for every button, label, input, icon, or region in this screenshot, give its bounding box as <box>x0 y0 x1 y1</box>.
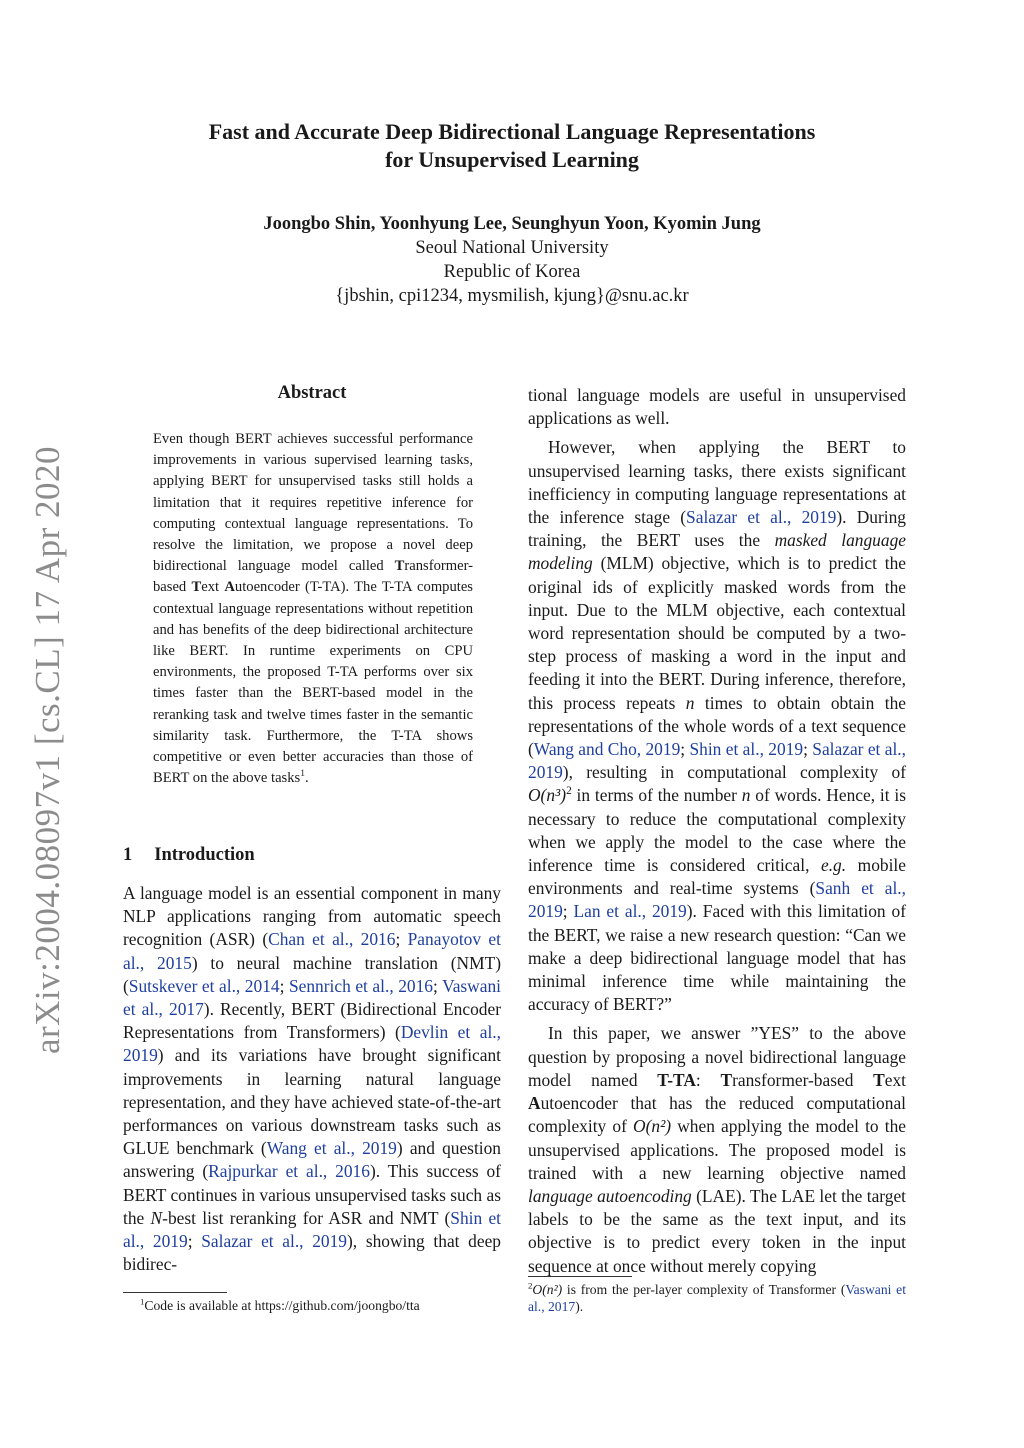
author-names: Joongbo Shin, Yoonhyung Lee, Seunghyun Yoon, Kyomin Jung <box>263 214 761 234</box>
citation-link[interactable]: Vaswani et al., 2017 <box>123 975 501 1020</box>
right-column-body <box>528 384 906 1284</box>
footnote-2: $^2$O(n²) is from the per-layer complexity of Transformer (Vaswani et al., 2017). <box>528 1280 906 1314</box>
section-heading-introduction <box>123 845 255 866</box>
citation-link[interactable]: Shin et al., 2019 <box>689 739 804 760</box>
author-block <box>110 212 914 308</box>
author-country: Republic of Korea <box>443 262 581 282</box>
citation-link[interactable]: Salazar et al., 2019 <box>686 507 837 528</box>
title-line-1: Fast and Accurate Deep Bidirectional Language Representations <box>208 119 816 144</box>
paper-title <box>110 118 914 174</box>
footnote-1: $^1$Code is available at https://github.com/joongbo/tta <box>140 1296 420 1313</box>
citation-link[interactable]: Rajpurkar et al., 2016 <box>208 1161 370 1182</box>
footnote-rule-right <box>528 1276 632 1277</box>
citation-link[interactable]: Wang and Cho, 2019 <box>533 739 681 760</box>
abstract-heading: Abstract <box>277 383 347 403</box>
footnote-marker-2[interactable]: 2 <box>566 785 572 798</box>
intro-paragraph-2: However, when applying the BERT to unsupervised learning tasks, there exists significant inefficiency in computing language representations at the inference stage (Salazar et al., 2019). During training, the BERT uses the masked language modeling (MLM) objective, which is to predict the original ids of explicitly masked words from the input. Due to the MLM objective, each contextual word representation should be computed by a two-step process of masking a word in the input and feeding it into the BERT. During inference, therefore, this process repeats n times to obtain obtain the representations of the whole words of a text sequence (Wang and Cho, 2019; Shin et al., 2019; Salazar et al., 2019), resulting in computational complexity of $O(n^3)^2$ in terms of the number n of words. Hence, it is necessary to reduce the computational complexity when we apply the model to the case where the inference time is considered critical, e.g. mobile environments and real-time systems (Sanh et al., 2019; Lan et al., 2019). Faced with this limitation of the BERT, we raise a new research question: “Can we make a deep bidirectional language model that has minimal inference time while maintaining the accuracy of BERT?” <box>528 437 906 1015</box>
title-line-2: for Unsupervised Learning <box>385 147 639 172</box>
citation-link[interactable]: Lan et al., 2019 <box>573 901 687 922</box>
citation-link[interactable]: Shin et al., 2019 <box>123 1207 502 1252</box>
citation-link[interactable]: Salazar et al., 2019 <box>201 1231 347 1252</box>
citation-link[interactable]: Sennrich et al., 2016 <box>288 975 433 996</box>
citation-link[interactable]: Sanh et al., 2019 <box>528 878 906 922</box>
citation-link[interactable]: Salazar et al., 2019 <box>528 739 906 783</box>
citation-link[interactable]: Wang et al., 2019 <box>266 1138 397 1159</box>
left-column-body <box>123 882 501 1282</box>
citation-link[interactable]: Devlin et al., 2019 <box>123 1022 501 1066</box>
intro-paragraph-1: A language model is an essential component in many NLP applications ranging from automatic speech recognition (ASR) (Chan et al., 2016; Panayotov et al., 2015) to neural machine translation (NMT) (Sutskever et al., 2014; Sennrich et al., 2016; Vaswani et al., 2017). Recently, BERT (Bidirectional Encoder Representations from Transformers) (Devlin et al., 2019) and its variations have brought significant improvements in learning natural language representation, and they have achieved state-of-the-art performances on various downstream tasks such as GLUE benchmark (Wang et al., 2019) and question answering (Rajpurkar et al., 2016). This success of BERT continues in various unsupervised tasks such as the N-best list reranking for ASR and NMT (Shin et al., 2019; Salazar et al., 2019), showing that deep bidirec- <box>123 883 502 1275</box>
citation-link[interactable]: Chan et al., 2016 <box>268 929 396 950</box>
citation-link[interactable]: Panayotov et al., 2015 <box>123 929 501 973</box>
abstract-body: Even though BERT achieves successful performance improvements in various supervised learning tasks, applying BERT for unsupervised tasks still holds a limitation that it requires repetitive inference for computing contextual language representations. To resolve the limitation, we propose a novel deep bidirectional language model called Transformer-based Text Autoencoder (T-TA). The T-TA computes contextual language representations without repetition and has benefits of the deep bidirectional architecture like BERT. In runtime experiments on CPU environments, the proposed T-TA performs over six times faster than the BERT-based model in the reranking task and twelve times faster in the semantic similarity task. Furthermore, the T-TA shows competitive or even better accuracies than those of BERT on the above tasks$^1$. <box>153 431 473 787</box>
author-affiliation: Seoul National University <box>415 238 609 258</box>
author-email: {jbshin, cpi1234, mysmilish, kjung}@snu.ac.kr <box>335 286 689 306</box>
footnote-rule-left <box>123 1292 227 1293</box>
arxiv-identifier: arXiv:2004.08097v1 [cs.CL] 17 Apr 2020 <box>28 445 67 1055</box>
section-title: Introduction <box>154 845 255 865</box>
citation-link[interactable]: Sutskever et al., 2014 <box>128 975 280 996</box>
citation-link[interactable]: Vaswani et al., 2017 <box>528 1282 906 1314</box>
footnote-marker-1[interactable]: 1 <box>300 769 305 780</box>
intro-paragraph-3: In this paper, we answer ”YES” to the above question by proposing a novel bidirectional language model named T-TA: Transformer-based Text Autoencoder that has the reduced computational complexity of O(n²) when applying the model to the unsupervised applications. The proposed model is trained with a new learning objective named language autoencoding (LAE). The LAE let the target labels to be the same as the text input, and its objective is to predict every token in the input sequence at once without merely copying <box>528 1023 907 1276</box>
section-number: 1 <box>123 845 133 865</box>
intro-paragraph-1-continued: tional language models are useful in unsupervised applications as well. <box>528 385 906 429</box>
